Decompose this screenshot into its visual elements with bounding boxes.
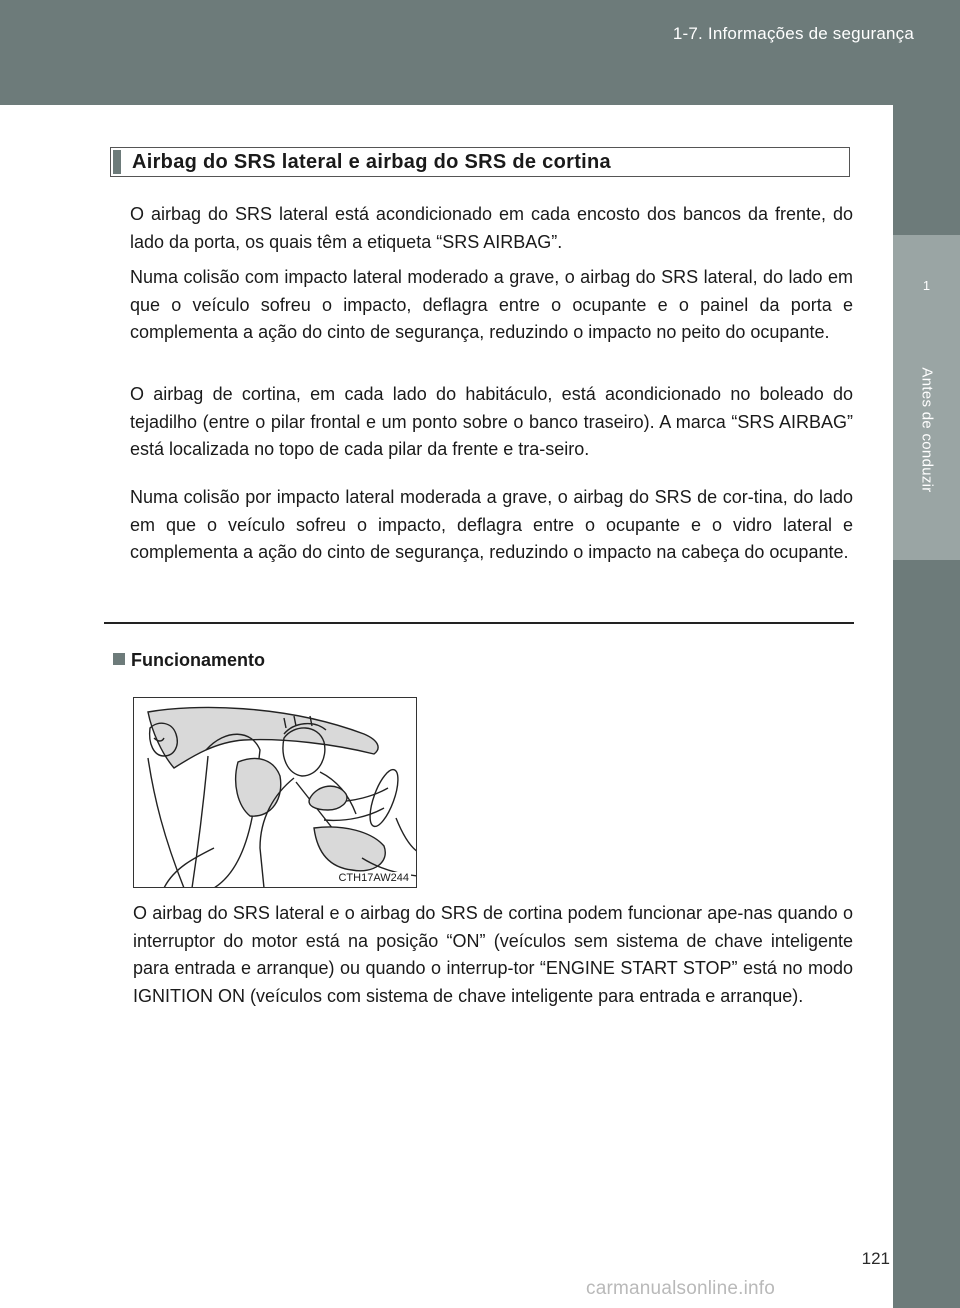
section-title: 1-7. Informações de segurança <box>672 24 914 43</box>
paragraph-operation: O airbag do SRS lateral e o airbag do SRS de cortina podem funcionar ape-nas quando o interruptor do motor está na posição “ON” (veículos sem sistema de chave inteligente para entrada e arranque) ou quando o interrup-tor “ENGINE START STOP” está no modo IGNITION ON (veículos com sistema de chave inteligente para entrada e arranque). <box>133 903 853 1006</box>
chapter-number: 1 <box>922 278 931 293</box>
header-band <box>0 0 960 105</box>
section-heading: Airbag do SRS lateral e airbag do SRS de cortina <box>132 151 611 173</box>
subheading-label: Funcionamento <box>131 650 265 670</box>
page-number: 121 <box>861 1249 890 1268</box>
section-divider <box>104 622 854 624</box>
heading-accent-bar <box>113 150 121 174</box>
paragraph-curtain-airbag-location: O airbag de cortina, em cada lado do habitáculo, está acondicionado no boleado do tejadilho (entre o pilar frontal e um ponto sobre o banco traseiro). A marca “SRS AIRBAG” está localizada no topo de cada pilar da frente e tra-seiro. <box>130 384 853 459</box>
chapter-title: Antes de conduzir <box>918 367 936 493</box>
subheading-bullet-icon <box>113 653 125 665</box>
figure-code: CTH17AW244 <box>338 872 409 884</box>
airbag-illustration <box>133 697 417 888</box>
paragraph-curtain-airbag-deploy: Numa colisão por impacto lateral moderada a grave, o airbag do SRS de cor-tina, do lado em que o veículo sofreu o impacto, deflagra entre o ocupante e o vidro lateral e complementa a ação do cinto de segurança, reduzindo o impacto na cabeça do ocupante. <box>130 487 853 562</box>
paragraph-side-airbag-location: O airbag do SRS lateral está acondicionado em cada encosto dos bancos da frente, do lado da porta, os quais têm a etiqueta “SRS AIRBAG”. <box>130 204 853 252</box>
paragraph-side-airbag-deploy: Numa colisão com impacto lateral moderado a grave, o airbag do SRS lateral, do lado em que o veículo sofreu o impacto, deflagra entre o ocupante e o painel da porta e complementa a ação do cinto de segurança, reduzindo o impacto no peito do ocupante. <box>130 267 853 342</box>
watermark: carmanualsonline.info <box>586 1278 776 1299</box>
section-heading-box <box>110 147 850 177</box>
subheading <box>113 650 265 671</box>
airbag-drawing <box>134 698 417 888</box>
